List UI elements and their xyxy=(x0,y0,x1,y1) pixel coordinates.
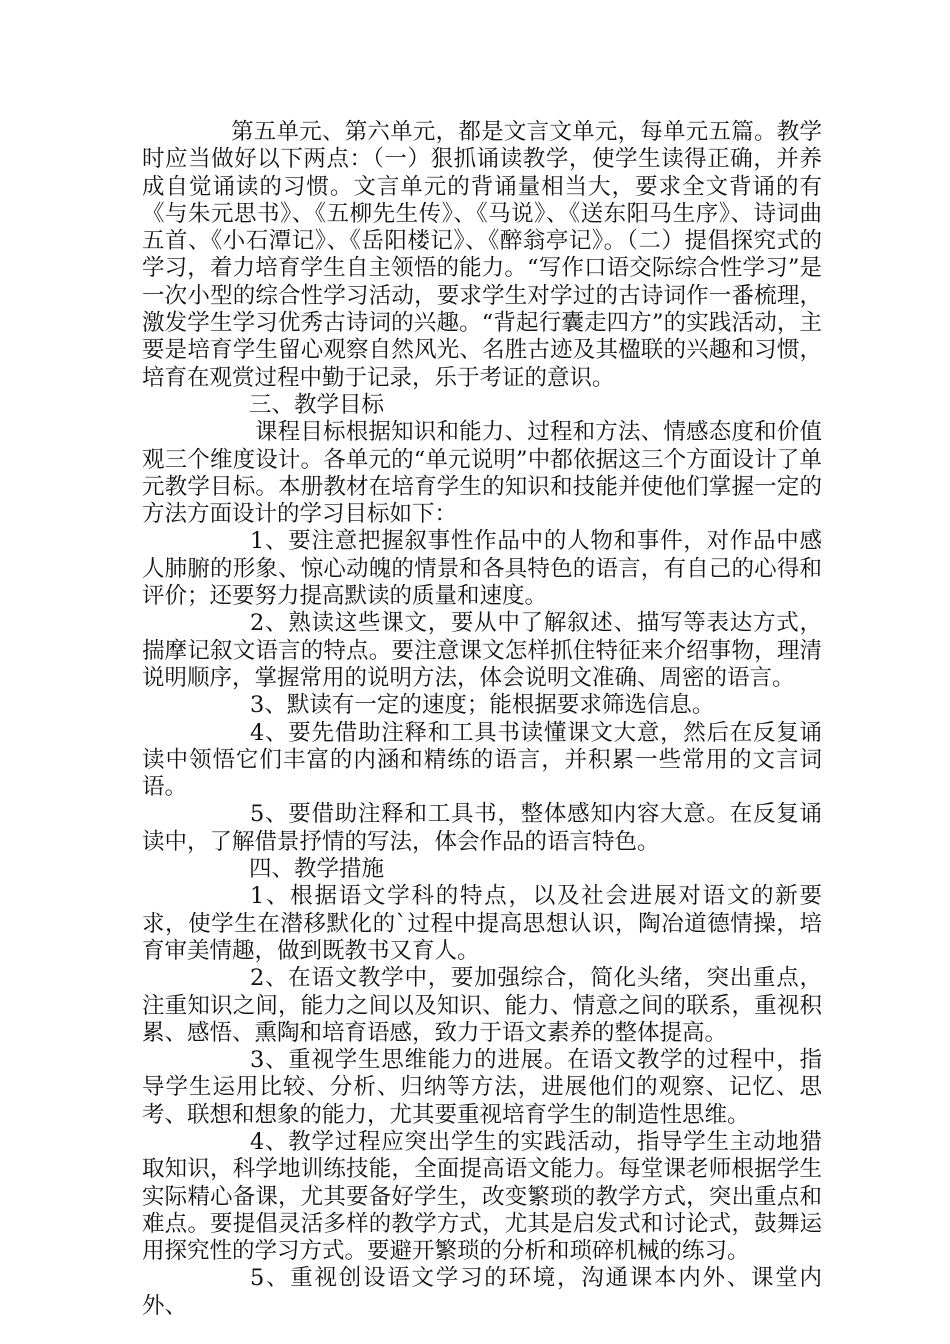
section-heading-teaching-measures: 四、教学措施 xyxy=(249,856,385,883)
paragraph-goals-intro: 课程目标根据知识和能力、过程和方法、情感态度和价值观三个维度设计。各单元的“单元说明”中都依据这三个方面设计了单元教学目标。本册教材在培育学生的知识和技能并使他们掌握一定的方法方面设计的学习目标如下： xyxy=(142,419,822,528)
paragraph-unit-five-six: 第五单元、第六单元，都是文言文单元，每单元五篇。教学时应当做好以下两点：（一）狠抓诵读教学，使学生读得正确，并养成自觉诵读的习惯。文言单元的背诵量相当大，要求全文背诵的有《与朱元思书》、《五柳先生传》、《马说》、《送东阳马生序》、诗词曲五首、《小石潭记》、《岳阳楼记》、《醉翁亭记》。（二）提倡探究式的学习，着力培育学生自主领悟的能力。“写作口语交际综合性学习”是一次小型的综合性学习活动，要求学生对学过的古诗词作一番梳理，激发学生学习优秀古诗词的兴趣。“背起行囊走四方”的实践活动，主要是培育学生留心观察自然风光、名胜古迹及其楹联的兴趣和习惯，培育在观赏过程中勤于记录，乐于考证的意识。 xyxy=(142,119,822,391)
measure-item-2: 2、在语文教学中，要加强综合，简化头绪，突出重点，注重知识之间，能力之间以及知识、能力、情意之间的联系，重视积累、感悟、熏陶和培育语感，致力于语文素养的整体提高。 xyxy=(142,965,822,1046)
measure-item-1: 1、根据语文学科的特点，以及社会进展对语文的新要求，使学生在潜移默化的`过程中提高思想认识，陶冶道德情操，培育审美情趣，做到既教书又育人。 xyxy=(142,883,822,964)
goal-item-3: 3、默读有一定的速度；能根据要求筛选信息。 xyxy=(250,692,715,719)
goal-item-2: 2、熟读这些课文，要从中了解叙述、描写等表达方式，揣摩记叙文语言的特点。要注意课文怎样抓住特征来介绍事物，理清说明顺序，掌握常用的说明方法，体会说明文准确、周密的语言。 xyxy=(142,610,822,691)
measure-item-4: 4、教学过程应突出学生的实践活动，指导学生主动地猎取知识，科学地训练技能，全面提高语文能力。每堂课老师根据学生实际精心备课，尤其要备好学生，改变繁琐的教学方式，突出重点和难点。要提倡灵活多样的教学方式，尤其是启发式和讨论式，鼓舞运用探究性的学习方式。要避开繁琐的分析和琐碎机械的练习。 xyxy=(142,1128,822,1265)
goal-item-5: 5、要借助注释和工具书，整体感知内容大意。在反复诵读中，了解借景抒情的写法，体会作品的语言特色。 xyxy=(142,801,822,855)
goal-item-4: 4、要先借助注释和工具书读懂课文大意，然后在反复诵读中领悟它们丰富的内涵和精练的语言，并积累一些常用的文言词语。 xyxy=(142,719,822,801)
goal-item-1: 1、要注意把握叙事性作品中的人物和事件，对作品中感人肺腑的形象、惊心动魄的情景和各具特色的语言，有自己的心得和评价；还要努力提高默读的质量和速度。 xyxy=(142,528,822,610)
measure-item-5: 5、重视创设语文学习的环境，沟通课本内外、课堂内外、 xyxy=(142,1265,822,1319)
section-heading-teaching-goals: 三、教学目标 xyxy=(249,391,385,418)
document-body xyxy=(142,119,822,1320)
measure-item-3: 3、重视学生思维能力的进展。在语文教学的过程中，指导学生运用比较、分析、归纳等方法，进展他们的观察、记忆、思考、联想和想象的能力，尤其要重视培育学生的制造性思维。 xyxy=(142,1047,822,1128)
